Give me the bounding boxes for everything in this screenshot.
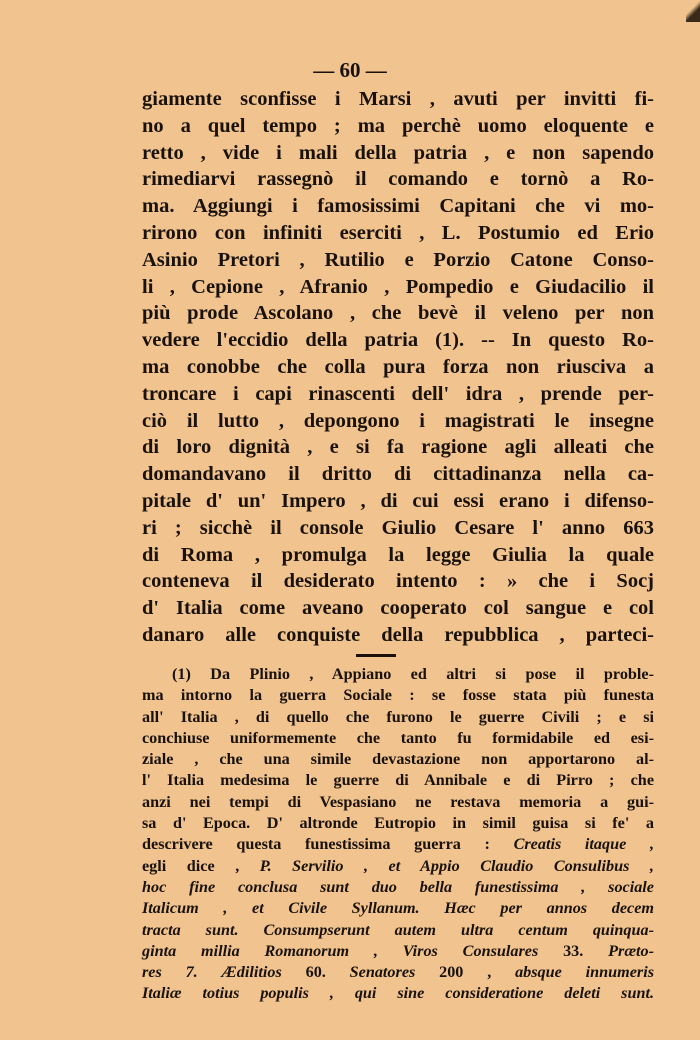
footnote-line	[142, 983, 654, 1004]
footnote-line	[142, 834, 654, 855]
italic-segment: Præto-	[608, 941, 655, 960]
footnote-line	[142, 707, 654, 728]
text-segment: anzi nei tempi di Vespasiano ne restava memoria a gui-	[142, 792, 654, 811]
italic-segment: tracta sunt. Consumpserunt autem ultra centum quinqua-	[142, 920, 654, 939]
footnote-line	[142, 770, 654, 791]
text-line: ma. Aggiungi i famosissimi Capitani che vi mo-	[142, 195, 654, 218]
italic-segment: ginta millia Romanorum , Viros Consulares	[142, 941, 539, 960]
footnote-line	[142, 898, 654, 919]
text-segment: conchiuse uniformemente che tanto fu formidabile ed esi-	[142, 728, 654, 747]
text-segment: ziale , che una simile devastazione non apportarono al-	[142, 750, 654, 769]
text-line: li , Cepione , Afranio , Pompedio e Giudacilio il	[142, 275, 654, 298]
italic-segment: Italicum , et Civile Syllanum. Hæc per annos decem	[142, 899, 654, 918]
footnote-line	[142, 962, 654, 983]
italic-segment: Italiæ totius populis , qui sine consideratione deleti sunt.	[142, 984, 654, 1003]
text-line: no a quel tempo ; ma perchè uomo eloquente e	[142, 114, 654, 137]
page-number: — 60 —	[313, 58, 387, 82]
page-corner-mark	[686, 0, 700, 22]
footnote-line	[142, 813, 654, 834]
text-line: più prode Ascolano , che bevè il veleno per non	[142, 302, 654, 325]
footnote-line	[142, 685, 654, 706]
text-line: conteneva il desiderato intento : » che i Socj	[142, 570, 654, 593]
footnote-separator	[356, 654, 396, 657]
text-line: rimediarvi rassegnò il comando e tornò a Ro-	[142, 168, 654, 191]
text-line: rirono con infiniti eserciti , L. Postumio ed Erio	[142, 221, 654, 244]
text-segment: egli dice ,	[142, 856, 260, 875]
footnote-line	[142, 941, 654, 962]
text-line: troncare i capi rinascenti dell' idra , prende per-	[142, 382, 654, 405]
text-line: giamente sconfisse i Marsi , avuti per invitti fi-	[142, 88, 654, 110]
text-line: domandavano il dritto di cittadinanza nella ca-	[142, 463, 654, 486]
text-line: Asinio Pretori , Rutilio e Porzio Catone Conso-	[142, 248, 654, 271]
italic-segment: hoc fine conclusa sunt duo bella funestissima , sociale	[142, 877, 654, 896]
text-line: ri ; sicchè il console Giulio Cesare l' anno 663	[142, 516, 654, 539]
italic-segment: P. Servilio , et Appio Claudio Consulibus ,	[259, 856, 654, 875]
italic-segment: res 7. Ædilitios	[142, 963, 282, 982]
text-segment: 33.	[538, 941, 609, 960]
text-segment: (1) Da Plinio , Appiano ed altri si pose il proble-	[172, 665, 654, 683]
footnote-line	[142, 920, 654, 941]
text-segment: all' Italia , di quello che furono le guerre Civili ; e si	[142, 707, 654, 726]
text-segment: 200 ,	[415, 963, 516, 982]
text-line: pitale d' un' Impero , di cui essi erano i difenso-	[142, 489, 654, 512]
text-line: danaro alle conquiste della repubblica , parteci-	[142, 623, 654, 646]
italic-segment: Creatis itaque ,	[513, 835, 654, 854]
text-line: retto , vide i mali della patria , e non sapendo	[142, 141, 654, 164]
text-line: di loro dignità , e si fa ragione agli alleati che	[142, 436, 654, 459]
text-segment: l' Italia medesima le guerre di Annibale e di Pirro ; che	[142, 771, 654, 790]
footnote-line	[142, 856, 654, 877]
footnote	[142, 664, 654, 1005]
footnote-line	[142, 728, 654, 749]
italic-segment: absque innumeris	[515, 963, 655, 982]
text-line: vedere l'eccidio della patria (1). -- In questo Ro-	[142, 329, 654, 352]
footnote-line	[142, 792, 654, 813]
text-segment: sa d' Epoca. D' altronde Eutropio in simil guisa si fe' a	[142, 814, 654, 833]
text-line: di Roma , promulga la legge Giulia la quale	[142, 543, 654, 566]
text-line: ma conobbe che colla pura forza non riusciva a	[142, 355, 654, 378]
footnote-line	[142, 749, 654, 770]
text-segment: descrivere questa funestissima guerra :	[142, 835, 514, 854]
italic-segment: Senatores	[349, 963, 416, 982]
text-line: ciò il lutto , depongono i magistrati le insegne	[142, 409, 654, 432]
main-text	[142, 86, 654, 649]
text-line: d' Italia come aveano cooperato col sangue e col	[142, 597, 654, 620]
text-segment: ma intorno la guerra Sociale : se fosse stata più funesta	[142, 686, 654, 705]
text-segment: 60.	[281, 963, 350, 982]
footnote-line	[142, 664, 654, 685]
footnote-line	[142, 877, 654, 898]
